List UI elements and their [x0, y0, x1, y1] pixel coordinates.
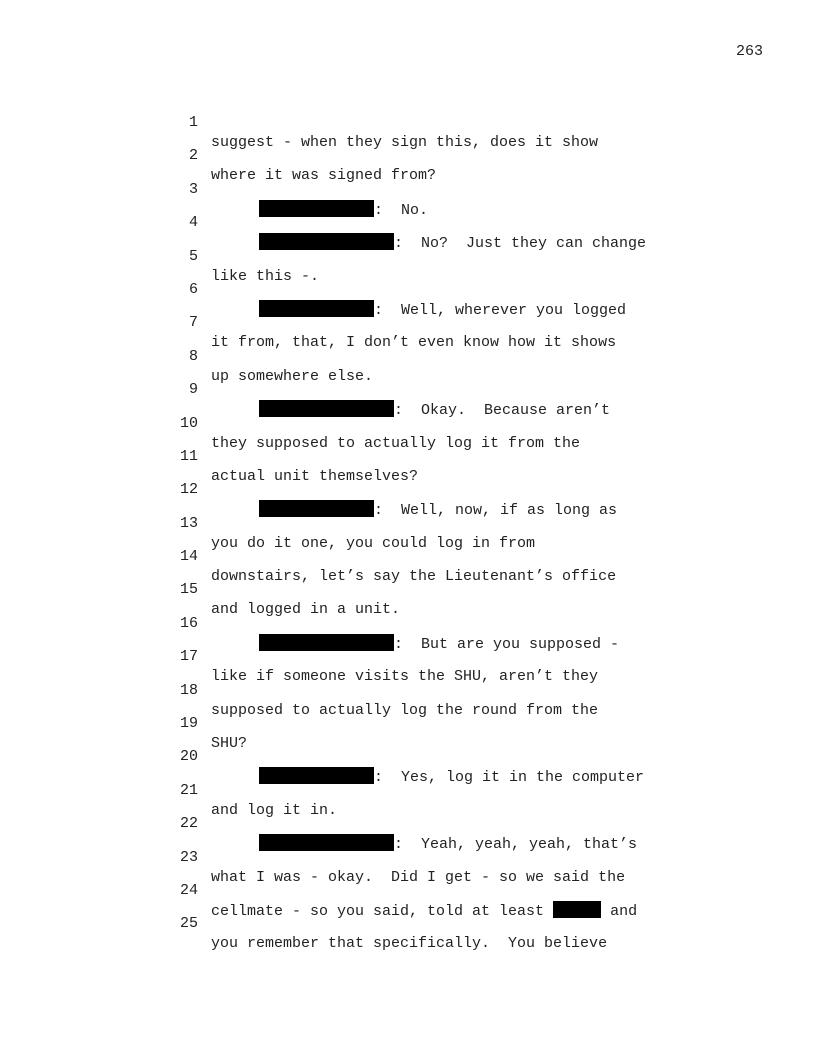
- line-text: what I was - okay. Did I get - so we said the: [211, 868, 626, 886]
- line-text: downstairs, let’s say the Lieutenant’s office: [211, 568, 617, 586]
- line-number: 24: [179, 881, 198, 899]
- transcript-line: [0, 594, 816, 653]
- line-number: 20: [179, 748, 198, 766]
- line-number: 21: [179, 781, 198, 799]
- line-number: 12: [179, 481, 198, 499]
- line-number: 5: [188, 247, 198, 265]
- line-number: 23: [179, 848, 198, 866]
- line-text: cellmate - so you said, told at least: [211, 902, 545, 920]
- transcript-line: [0, 126, 816, 185]
- line-text-after: and: [601, 902, 638, 920]
- transcript-line: [0, 427, 816, 485]
- line-text: : Yes, log it in the computer: [374, 769, 645, 787]
- transcript-line: [0, 460, 816, 520]
- line-text: actual unit themselves?: [211, 467, 419, 485]
- line-text: like if someone visits the SHU, aren’t they: [211, 668, 599, 686]
- line-text: : Okay. Because aren’t: [394, 402, 611, 420]
- line-text: supposed to actually log the round from the: [211, 701, 599, 719]
- line-number: 4: [188, 214, 198, 232]
- transcript-line: [0, 560, 816, 619]
- line-number: 7: [188, 314, 198, 332]
- transcript-line: [0, 627, 816, 686]
- line-number: 16: [179, 614, 198, 632]
- transcript-line: [0, 93, 816, 151]
- transcript-line: [0, 360, 816, 420]
- line-number: 3: [188, 180, 198, 198]
- transcript-line: [0, 794, 816, 854]
- line-text: and log it in.: [211, 801, 338, 819]
- transcript-line: [0, 193, 816, 253]
- transcript-line: [0, 727, 816, 787]
- line-text: up somewhere else.: [211, 367, 374, 385]
- line-text: it from, that, I don’t even know how it shows: [211, 334, 617, 352]
- line-number: 14: [179, 548, 198, 566]
- line-text: : But are you supposed -: [394, 635, 620, 653]
- transcript-line: [0, 227, 816, 285]
- line-text: they supposed to actually log it from the: [211, 434, 581, 452]
- line-text: : No? Just they can change: [394, 235, 647, 253]
- line-number: 9: [188, 381, 198, 399]
- transcript-line: [0, 861, 816, 920]
- line-number: 19: [179, 715, 198, 733]
- line-number: 2: [188, 147, 198, 165]
- transcript-body: [0, 93, 816, 953]
- line-text: : Yeah, yeah, yeah, that’s: [394, 836, 638, 854]
- line-number: 22: [179, 815, 198, 833]
- line-number: 17: [179, 648, 198, 666]
- transcript-line: [0, 527, 816, 586]
- line-text: like this -.: [211, 267, 320, 285]
- line-text: : Well, now, if as long as: [374, 502, 618, 520]
- line-number: 1: [188, 114, 198, 131]
- line-text: you do it one, you could log in from: [211, 534, 536, 552]
- line-number: 18: [179, 681, 198, 699]
- line-number: 25: [179, 915, 198, 933]
- line-text: : No.: [374, 201, 429, 219]
- line-number: 10: [179, 414, 198, 432]
- line-number: 8: [188, 347, 198, 365]
- line-text: where it was signed from?: [211, 167, 437, 185]
- line-number: 6: [188, 280, 198, 298]
- transcript-line: [0, 694, 816, 753]
- transcript-line: [0, 661, 816, 719]
- line-number: 15: [179, 581, 198, 599]
- transcript-line: [0, 260, 816, 319]
- line-text: suggest - when they sign this, does it show: [211, 134, 599, 151]
- transcript-line: [0, 293, 816, 352]
- transcript-line: [0, 828, 816, 886]
- page-number: 263: [735, 43, 763, 60]
- line-text: you remember that specifically. You believe: [211, 935, 608, 953]
- line-number: 13: [179, 514, 198, 532]
- transcript-line: [0, 494, 816, 552]
- transcript-line: [0, 761, 816, 819]
- transcript-line: [0, 894, 816, 953]
- line-text: : Well, wherever you logged: [374, 301, 627, 319]
- line-text: SHU?: [211, 735, 248, 753]
- line-text: and logged in a unit.: [211, 601, 401, 619]
- transcript-line: [0, 160, 816, 219]
- transcript-line: [0, 327, 816, 385]
- transcript-line: [0, 394, 816, 452]
- line-number: 11: [179, 447, 198, 465]
